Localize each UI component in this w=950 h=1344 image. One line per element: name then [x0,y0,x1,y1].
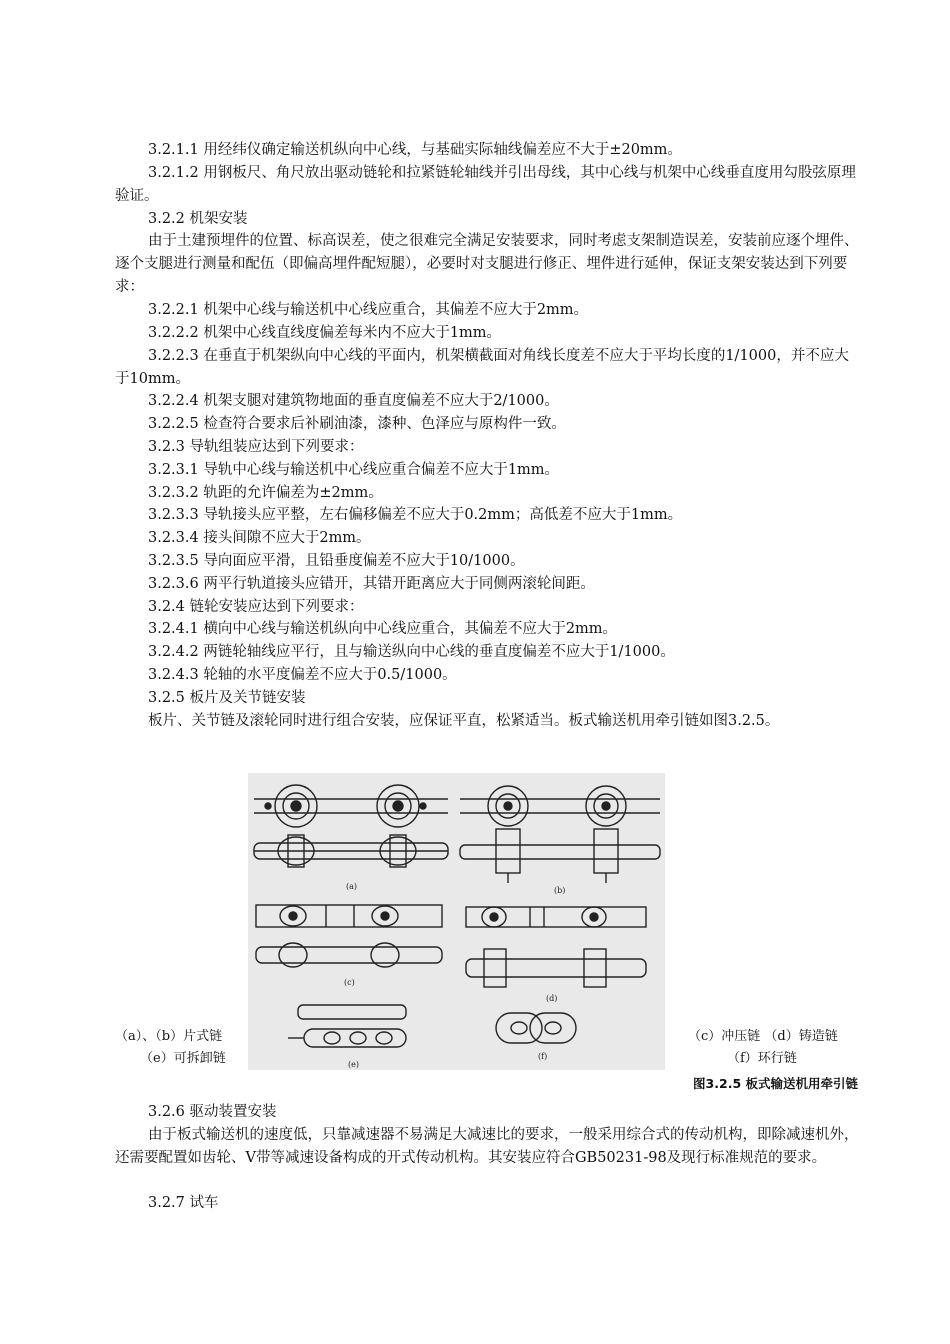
label-d: (d) [546,994,558,1003]
paragraph-3-2-3-5: 3.2.3.5 导向面应平滑，且铅垂度偏差不应大于10/1000。 [148,553,525,569]
label-c: (c) [344,978,355,987]
paragraph-3-2-3-6: 3.2.3.6 两平行轨道接头应错开，其错开距离应大于同侧两滚轮间距。 [148,576,595,592]
label-a: (a) [346,882,358,891]
paragraph-3-2-6: 由于板式输送机的速度低，只靠减速器不易满足大减速比的要求，一般采用综合式的传动机构，即除减速机外，还需要配置如齿轮、V带等减速设备构成的开式传动机构。其安装应符合GB50231-98及现行标准规范的要求。 [115,1127,859,1166]
paragraph-frame-intro: 由于土建预埋件的位置、标高误差，使之很难完全满足安装要求，同时考虑支架制造误差，安装前应逐个埋件、逐个支腿进行测量和配伍（即偏高埋件配短腿），必要时对支腿进行修正、埋件进行延伸，保证支架安装达到下列要求： [115,233,859,295]
paragraph-3-2-2-1: 3.2.2.1 机架中心线与输送机中心线应重合，其偏差不应大于2mm。 [148,302,589,318]
paragraph-3-2-1-2: 3.2.1.2 用钢板尺、角尺放出驱动链轮和拉紧链轮轴线并引出母线，其中心线与机架中心线垂直度用勾股弦原理验证。 [115,165,856,204]
chain-drawings [248,773,665,1070]
heading-3-2-7: 3.2.7 试车 [148,1195,219,1211]
caption-left-2: （e）可拆卸链 [140,1051,226,1066]
heading-3-2-4: 3.2.4 链轮安装应达到下列要求： [148,599,364,615]
heading-3-2-3: 3.2.3 导轨组装应达到下列要求： [148,439,364,455]
paragraph-3-2-2-5: 3.2.2.5 检查符合要求后补刷油漆，漆种、色泽应与原构件一致。 [148,416,566,432]
paragraph-3-2-2-3: 3.2.2.3 在垂直于机架纵向中心线的平面内，机架横截面对角线长度差不应大于平均长度的1/1000，并不应大于10mm。 [115,348,849,387]
paragraph-3-2-1-1: 3.2.1.1 用经纬仪确定输送机纵向中心线，与基础实际轴线偏差应不大于±20mm。 [148,142,682,158]
paragraph-3-2-5: 板片、关节链及滚轮同时进行组合安装，应保证平直，松紧适当。板式输送机用牵引链如图3.2.5。 [148,713,780,729]
heading-3-2-2: 3.2.2 机架安装 [148,211,248,227]
heading-3-2-6: 3.2.6 驱动装置安装 [148,1104,277,1120]
paragraph-3-2-4-3: 3.2.4.3 轮轴的水平度偏差不应大于0.5/1000。 [148,667,457,683]
label-b: (b) [554,886,566,895]
paragraph-3-2-3-1: 3.2.3.1 导轨中心线与输送机中心线应重合偏差不应大于1mm。 [148,462,560,478]
paragraph-3-2-3-3: 3.2.3.3 导轨接头应平整，左右偏移偏差不应大于0.2mm；高低差不应大于1mm。 [148,507,683,523]
paragraph-3-2-2-4: 3.2.2.4 机架支腿对建筑物地面的垂直度偏差不应大于2/1000。 [148,393,559,409]
paragraph-3-2-2-2: 3.2.2.2 机架中心线直线度偏差每米内不应大于1mm。 [148,325,502,341]
paragraph-3-2-4-2: 3.2.4.2 两链轮轴线应平行，且与输送纵向中心线的垂直度偏差不应大于1/1000。 [148,644,675,660]
heading-3-2-5: 3.2.5 板片及关节链安装 [148,690,306,706]
caption-left-1: （a）、（b）片式链 [115,1029,223,1044]
label-e: (e) [348,1060,359,1069]
label-f: (f) [538,1052,548,1061]
paragraph-3-2-3-4: 3.2.3.4 接头间隙不应大于2mm。 [148,530,371,546]
caption-right-2: （f）环行链 [727,1051,797,1066]
figure-title: 图3.2.5 板式输送机用牵引链 [693,1076,858,1091]
paragraph-3-2-3-2: 3.2.3.2 轨距的允许偏差为±2mm。 [148,485,383,501]
chain-figure [248,773,665,1070]
paragraph-3-2-4-1: 3.2.4.1 横向中心线与输送机纵向中心线应重合，其偏差不应大于2mm。 [148,621,618,637]
caption-right-1: （c）冲压链 （d）铸造链 [688,1029,838,1044]
